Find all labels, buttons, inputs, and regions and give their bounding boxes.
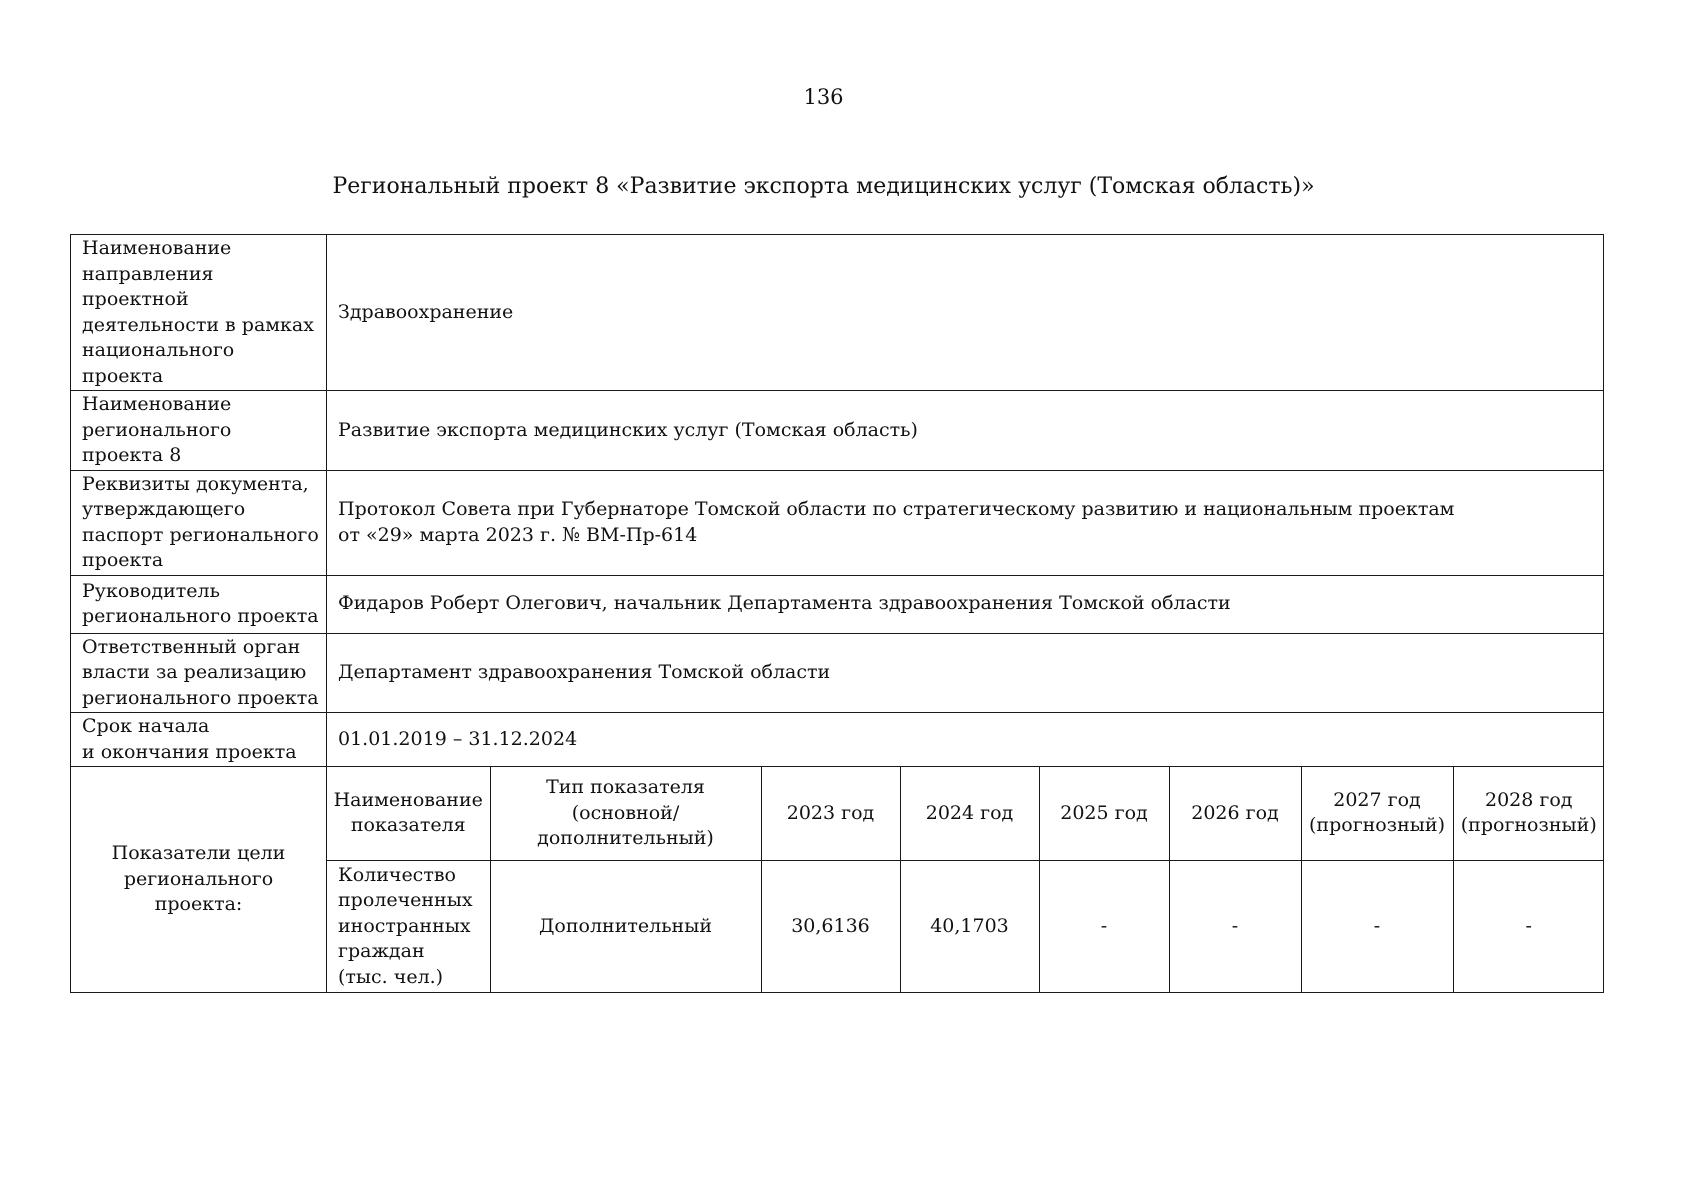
row-value-period: 01.01.2019 – 31.12.2024 [327,713,1604,767]
cell-value-2028: - [1453,860,1604,992]
indicators-cell [327,767,1604,993]
table-row [71,235,1604,391]
row-label-direction: Наименование направления проектной деятельности в рамках национального проекта [71,235,327,391]
indicators-data-row [327,860,1604,992]
table-row [71,575,1604,633]
row-label-period: Срок начала и окончания проекта [71,713,327,767]
cell-value-2024: 40,1703 [900,860,1039,992]
table-row-indicators [71,767,1604,993]
header-year-2028: 2028 год (прогнозный) [1453,767,1604,860]
cell-indicator-name: Количество пролеченных иностранных граждан (тыс. чел.) [327,860,490,992]
row-label-authority: Ответственный орган власти за реализацию регионального проекта [71,633,327,713]
header-year-2023: 2023 год [761,767,900,860]
header-indicator-type: Тип показателя (основной/ дополнительный) [490,767,761,860]
row-label-project-name: Наименование регионального проекта 8 [71,391,327,471]
header-year-2026: 2026 год [1169,767,1301,860]
cell-value-2026: - [1169,860,1301,992]
header-year-2024: 2024 год [900,767,1039,860]
row-value-document: Протокол Совета при Губернаторе Томской области по стратегическому развитию и национальным проектам от «29» марта 2023 г. № ВМ-Пр-614 [327,470,1604,575]
page-number: 136 [803,85,844,109]
header-year-2027: 2027 год (прогнозный) [1301,767,1453,860]
cell-value-2023: 30,6136 [761,860,900,992]
project-passport-table [70,234,1604,993]
header-indicator-name: Наименование показателя [327,767,490,860]
table-row [71,633,1604,713]
header-year-2025: 2025 год [1039,767,1169,860]
row-value-authority: Департамент здравоохранения Томской области [327,633,1604,713]
document-title: Региональный проект 8 «Развитие экспорта медицинских услуг (Томская область)» [332,174,1315,199]
cell-value-2025: - [1039,860,1169,992]
row-value-direction: Здравоохранение [327,235,1604,391]
row-label-document: Реквизиты документа, утверждающего паспорт регионального проекта [71,470,327,575]
table-row [71,713,1604,767]
cell-value-2027: - [1301,860,1453,992]
indicators-label: Показатели цели регионального проекта: [71,767,327,993]
row-value-project-name: Развитие экспорта медицинских услуг (Томская область) [327,391,1604,471]
row-value-head: Фидаров Роберт Олегович, начальник Департамента здравоохранения Томской области [327,575,1604,633]
indicators-header-row [327,767,1604,860]
indicators-table [327,767,1604,992]
table-row [71,391,1604,471]
cell-indicator-type: Дополнительный [490,860,761,992]
row-label-head: Руководитель регионального проекта [71,575,327,633]
table-row [71,470,1604,575]
